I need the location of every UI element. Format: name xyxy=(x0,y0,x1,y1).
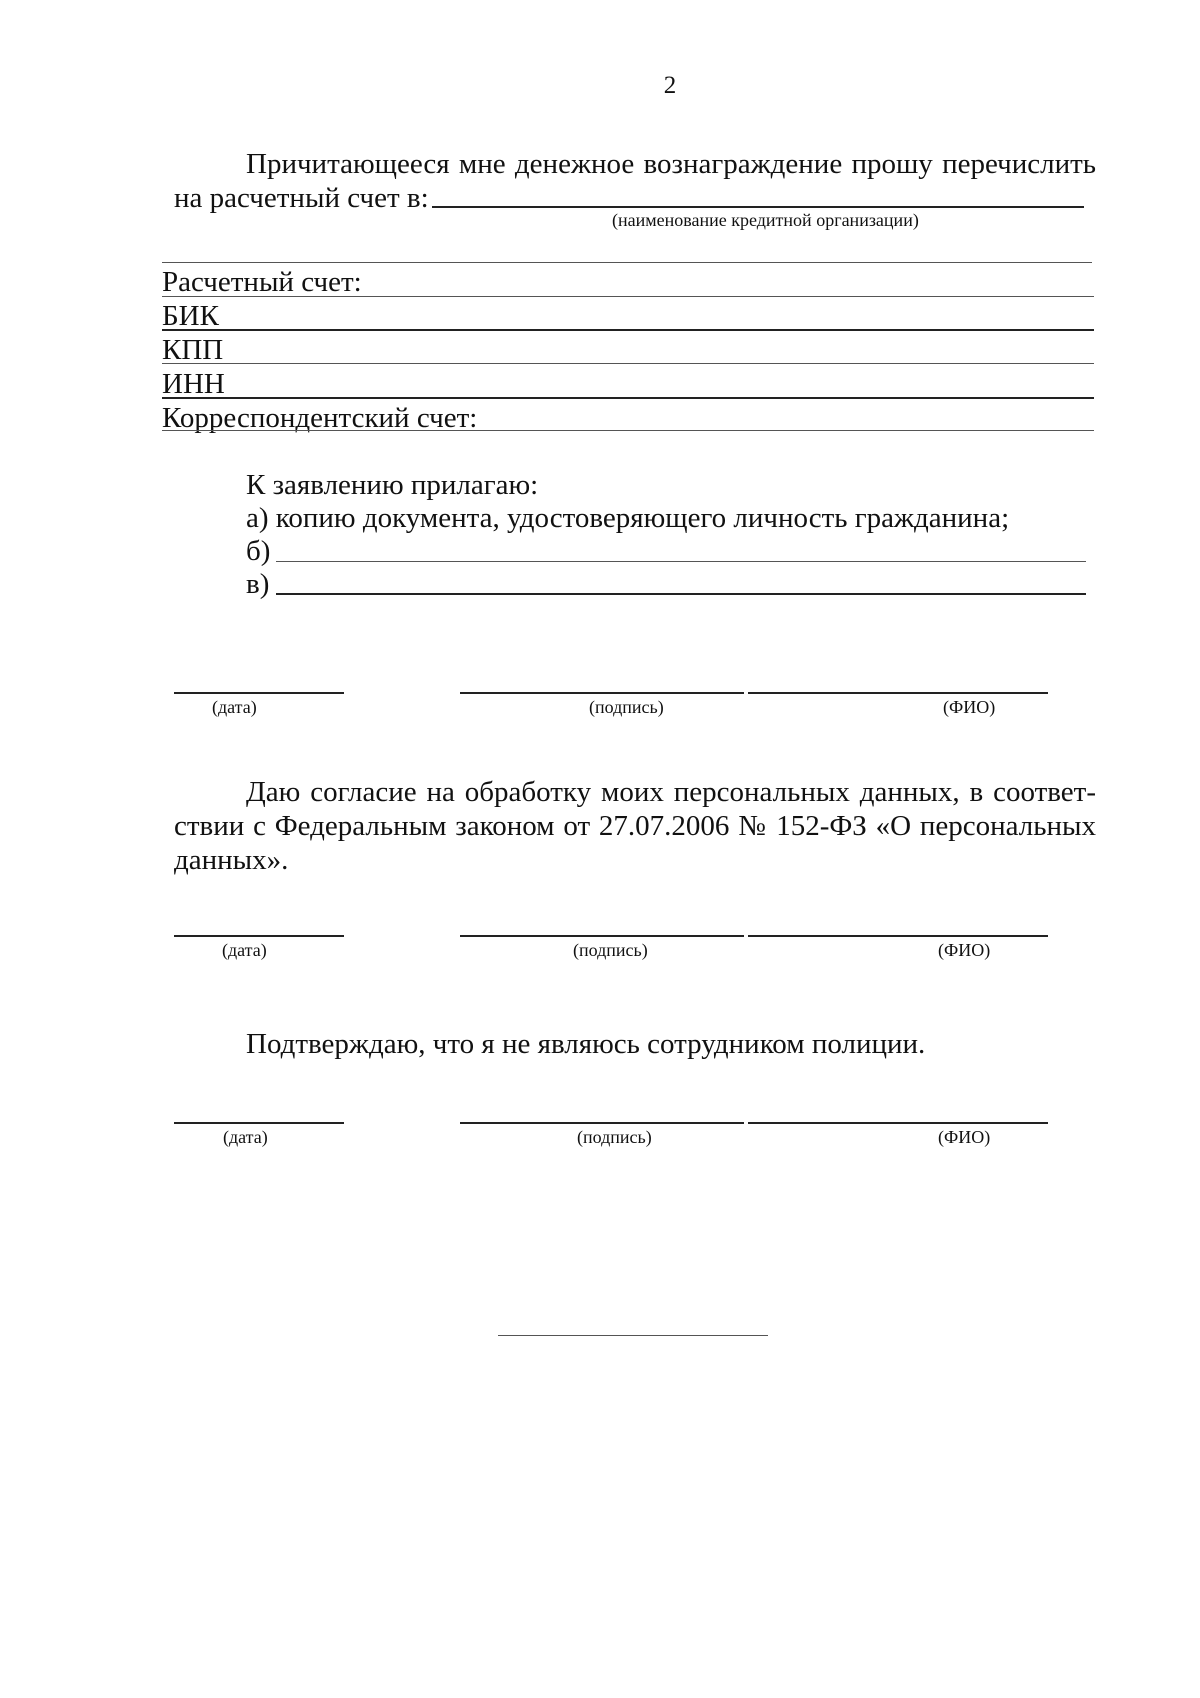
payment-request-line2: на расчетный счет в: xyxy=(174,182,429,214)
end-divider xyxy=(498,1335,768,1336)
bik-field[interactable] xyxy=(162,329,1094,331)
kpp-field[interactable] xyxy=(162,363,1094,364)
date-field-3[interactable] xyxy=(174,1122,344,1124)
date-caption-3: (дата) xyxy=(223,1127,268,1147)
date-caption-2: (дата) xyxy=(222,940,267,960)
attachment-item-a: а) копию документа, удостоверяющего личность гражданина; xyxy=(246,502,1010,534)
page-number: 2 xyxy=(663,72,677,99)
signature-field-1[interactable] xyxy=(460,692,744,694)
name-caption-3: (ФИО) xyxy=(938,1127,991,1147)
inn-field[interactable] xyxy=(162,397,1094,399)
account-field[interactable] xyxy=(162,296,1094,297)
date-field-1[interactable] xyxy=(174,692,344,694)
signature-field-3[interactable] xyxy=(460,1122,744,1124)
bik-label: БИК xyxy=(162,300,219,332)
inn-label: ИНН xyxy=(162,368,225,400)
bank-details-top-line xyxy=(162,262,1092,263)
consent-line1: Даю согласие на обработку моих персональных данных, в соответ- xyxy=(246,776,1096,808)
signature-field-2[interactable] xyxy=(460,935,744,937)
signature-caption-2: (подпись) xyxy=(573,940,648,960)
name-field-1[interactable] xyxy=(748,692,1048,694)
kpp-label: КПП xyxy=(162,334,224,366)
police-statement: Подтверждаю, что я не являюсь сотрудником полиции. xyxy=(246,1028,926,1060)
name-field-3[interactable] xyxy=(748,1122,1048,1124)
attachment-item-b-field[interactable] xyxy=(276,561,1086,562)
account-label: Расчетный счет: xyxy=(162,266,362,298)
attachment-item-b-label: б) xyxy=(246,535,271,567)
consent-line3: данных». xyxy=(174,844,289,876)
corr-account-label: Корреспондентский счет: xyxy=(162,402,478,434)
date-field-2[interactable] xyxy=(174,935,344,937)
signature-caption-1: (подпись) xyxy=(589,697,664,717)
bank-name-caption: (наименование кредитной организации) xyxy=(612,210,919,230)
attachment-item-v-field[interactable] xyxy=(276,593,1086,595)
name-caption-2: (ФИО) xyxy=(938,940,991,960)
corr-account-field[interactable] xyxy=(162,430,1094,431)
date-caption-1: (дата) xyxy=(212,697,257,717)
attachments-title: К заявлению прилагаю: xyxy=(246,469,539,501)
bank-name-field[interactable] xyxy=(432,206,1084,208)
payment-request-line1: Причитающееся мне денежное вознаграждение прошу перечислить xyxy=(246,148,1096,180)
attachment-item-v-label: в) xyxy=(246,568,270,600)
consent-line2: ствии с Федеральным законом от 27.07.2006 № 152-ФЗ «О персональных xyxy=(174,810,1096,842)
name-field-2[interactable] xyxy=(748,935,1048,937)
signature-caption-3: (подпись) xyxy=(577,1127,652,1147)
name-caption-1: (ФИО) xyxy=(943,697,996,717)
